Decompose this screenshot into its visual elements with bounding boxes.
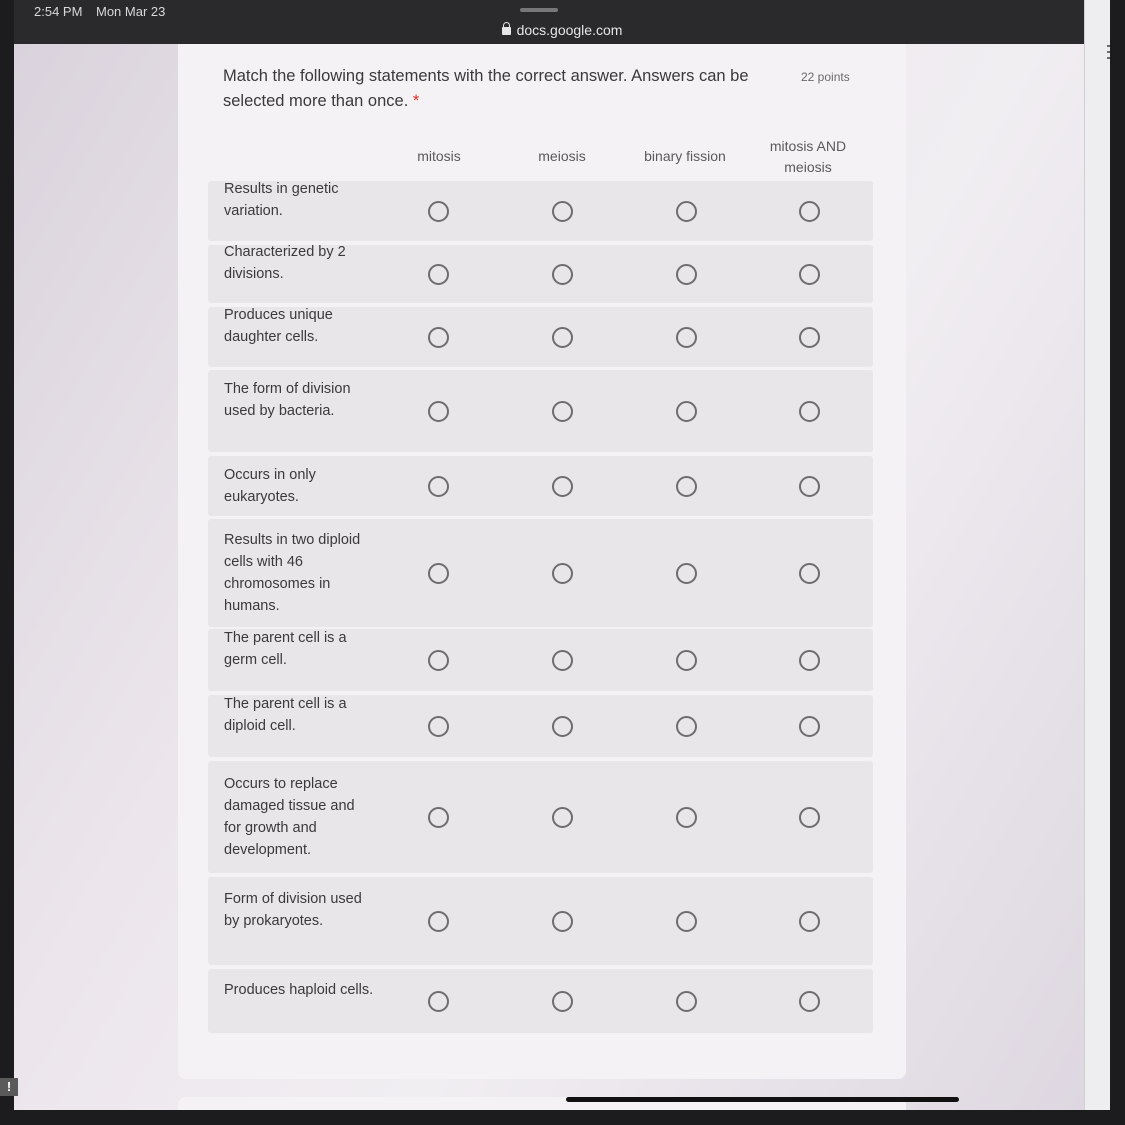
radio-prokaryotes-division-binary-fission[interactable] <box>676 911 697 932</box>
url-text: docs.google.com <box>516 22 623 38</box>
row-label: Occurs to replace damaged tissue and for growth and development. <box>224 776 355 858</box>
points-label: 22 points <box>801 70 850 84</box>
lock-icon <box>502 27 511 35</box>
radio-unique-daughter-cells-mitosis-and-meiosis[interactable] <box>799 327 820 348</box>
radio-haploid-cells-binary-fission[interactable] <box>676 991 697 1012</box>
column-header-binary-fission: binary fission <box>644 148 726 164</box>
radio-only-eukaryotes-mitosis-and-meiosis[interactable] <box>799 476 820 497</box>
radio-genetic-variation-mitosis-and-meiosis[interactable] <box>799 201 820 222</box>
radio-genetic-variation-meiosis[interactable] <box>552 201 573 222</box>
radio-two-diploid-cells-mitosis-and-meiosis[interactable] <box>799 563 820 584</box>
grid-row-prokaryotes-division <box>208 877 873 965</box>
grid-row-genetic-variation <box>208 181 873 241</box>
row-label: Characterized by 2 divisions. <box>224 244 346 282</box>
radio-two-divisions-meiosis[interactable] <box>552 264 573 285</box>
radio-haploid-cells-mitosis-and-meiosis[interactable] <box>799 991 820 1012</box>
radio-diploid-cell-parent-mitosis[interactable] <box>428 716 449 737</box>
column-header-mitosis: mitosis <box>417 148 461 164</box>
radio-two-diploid-cells-meiosis[interactable] <box>552 563 573 584</box>
radio-unique-daughter-cells-meiosis[interactable] <box>552 327 573 348</box>
row-label: The parent cell is a germ cell. <box>224 630 347 668</box>
radio-replace-damaged-tissue-mitosis-and-meiosis[interactable] <box>799 807 820 828</box>
grid-row-only-eukaryotes <box>208 456 873 516</box>
radio-bacteria-division-mitosis-and-meiosis[interactable] <box>799 401 820 422</box>
row-label: The form of division used by bacteria. <box>224 381 351 419</box>
radio-haploid-cells-meiosis[interactable] <box>552 991 573 1012</box>
grid-row-two-diploid-cells <box>208 519 873 627</box>
row-label: Form of division used by prokaryotes. <box>224 891 362 929</box>
row-label: Occurs in only eukaryotes. <box>224 467 316 505</box>
radio-two-diploid-cells-mitosis[interactable] <box>428 563 449 584</box>
radio-only-eukaryotes-meiosis[interactable] <box>552 476 573 497</box>
question-card <box>178 44 906 1079</box>
radio-haploid-cells-mitosis[interactable] <box>428 991 449 1012</box>
radio-only-eukaryotes-mitosis[interactable] <box>428 476 449 497</box>
column-header-meiosis: meiosis <box>538 148 586 164</box>
radio-bacteria-division-binary-fission[interactable] <box>676 401 697 422</box>
row-label: Results in two diploid cells with 46 chromosomes in humans. <box>224 532 361 614</box>
status-date: Mon Mar 23 <box>96 4 166 19</box>
column-header-mitosis-and-meiosis: mitosis AND meiosis <box>769 138 847 175</box>
radio-two-divisions-mitosis-and-meiosis[interactable] <box>799 264 820 285</box>
radio-germ-cell-parent-mitosis[interactable] <box>428 650 449 671</box>
radio-bacteria-division-mitosis[interactable] <box>428 401 449 422</box>
row-label: Produces unique daughter cells. <box>224 307 333 345</box>
alert-badge: ! <box>0 1078 18 1096</box>
radio-prokaryotes-division-mitosis-and-meiosis[interactable] <box>799 911 820 932</box>
status-time: 2:54 PM <box>34 4 83 19</box>
required-mark: * <box>412 92 420 110</box>
row-label: Results in genetic variation. <box>224 181 339 219</box>
multitask-grabber[interactable] <box>520 8 558 12</box>
address-bar[interactable] <box>14 22 1110 38</box>
radio-germ-cell-parent-binary-fission[interactable] <box>676 650 697 671</box>
home-indicator[interactable] <box>566 1097 959 1102</box>
ipad-screen <box>14 0 1110 1110</box>
radio-genetic-variation-mitosis[interactable] <box>428 201 449 222</box>
radio-two-diploid-cells-binary-fission[interactable] <box>676 563 697 584</box>
radio-prokaryotes-division-mitosis[interactable] <box>428 911 449 932</box>
question-title <box>223 64 798 114</box>
radio-germ-cell-parent-meiosis[interactable] <box>552 650 573 671</box>
hamburger-menu-icon[interactable] <box>1107 45 1110 59</box>
radio-prokaryotes-division-meiosis[interactable] <box>552 911 573 932</box>
radio-unique-daughter-cells-mitosis[interactable] <box>428 327 449 348</box>
question-text: Match the following statements with the correct answer. Answers can be selected more than once. <box>223 67 749 110</box>
radio-two-divisions-mitosis[interactable] <box>428 264 449 285</box>
radio-bacteria-division-meiosis[interactable] <box>552 401 573 422</box>
radio-unique-daughter-cells-binary-fission[interactable] <box>676 327 697 348</box>
grid-row-bacteria-division <box>208 370 873 452</box>
radio-genetic-variation-binary-fission[interactable] <box>676 201 697 222</box>
radio-diploid-cell-parent-meiosis[interactable] <box>552 716 573 737</box>
radio-replace-damaged-tissue-mitosis[interactable] <box>428 807 449 828</box>
grid-row-germ-cell-parent <box>208 629 873 691</box>
radio-diploid-cell-parent-mitosis-and-meiosis[interactable] <box>799 716 820 737</box>
radio-only-eukaryotes-binary-fission[interactable] <box>676 476 697 497</box>
radio-germ-cell-parent-mitosis-and-meiosis[interactable] <box>799 650 820 671</box>
row-label: Produces haploid cells. <box>224 982 374 998</box>
radio-replace-damaged-tissue-meiosis[interactable] <box>552 807 573 828</box>
grid-row-two-divisions <box>208 245 873 303</box>
status-bar <box>14 0 1110 44</box>
grid-row-diploid-cell-parent <box>208 695 873 757</box>
grid-row-unique-daughter-cells <box>208 307 873 367</box>
grid-row-haploid-cells <box>208 969 873 1033</box>
grid-row-replace-damaged-tissue <box>208 761 873 873</box>
radio-diploid-cell-parent-binary-fission[interactable] <box>676 716 697 737</box>
side-panel <box>1084 0 1110 1110</box>
radio-replace-damaged-tissue-binary-fission[interactable] <box>676 807 697 828</box>
radio-two-divisions-binary-fission[interactable] <box>676 264 697 285</box>
row-label: The parent cell is a diploid cell. <box>224 696 347 734</box>
